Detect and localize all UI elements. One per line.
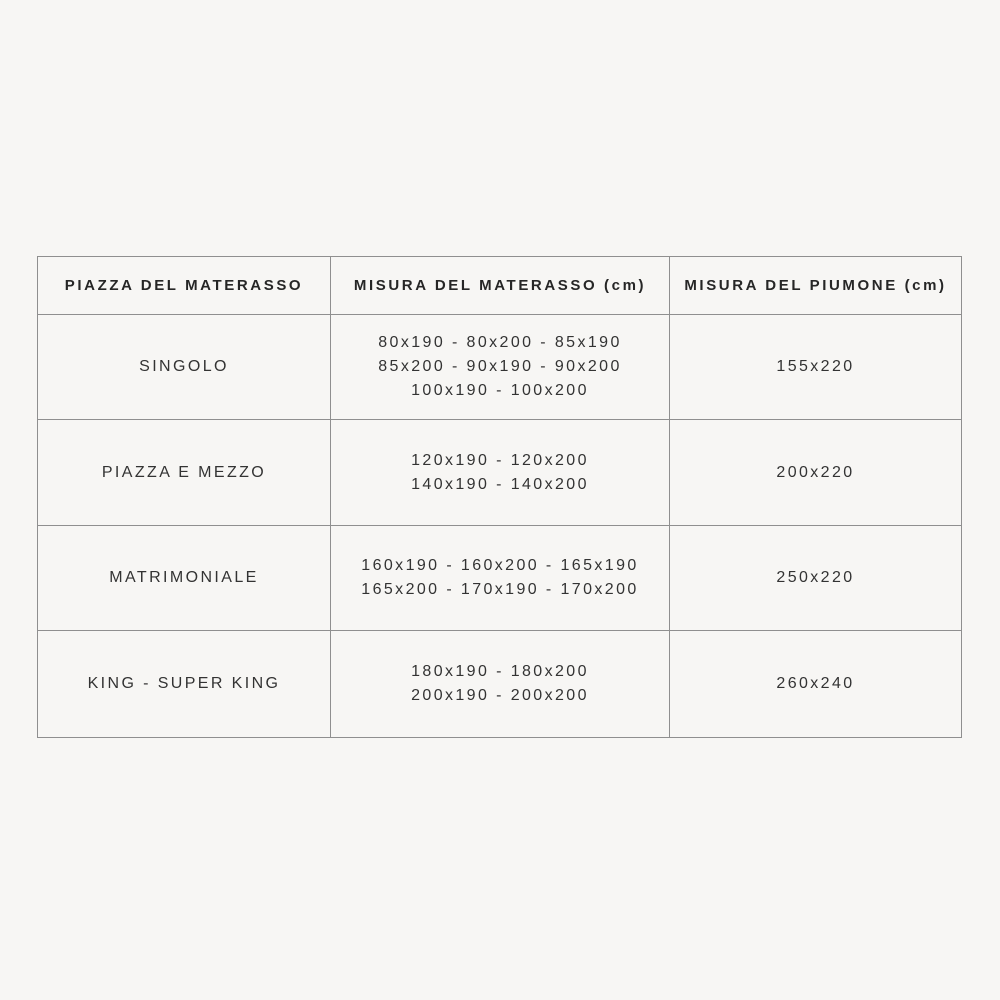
table-row [38,315,962,420]
row-name: KING - SUPER KING [38,631,331,738]
header-mattress-type: PIAZZA DEL MATERASSO [38,257,331,315]
size-table [37,256,962,738]
row-name: MATRIMONIALE [38,526,331,631]
header-duvet-size: MISURA DEL PIUMONE (cm) [670,257,962,315]
duvet-size: 200x220 [670,420,962,526]
row-name: SINGOLO [38,315,331,420]
mattress-sizes [331,526,670,631]
mattress-size-line: 200x190 - 200x200 [411,687,589,704]
mattress-size-line: 80x190 - 80x200 - 85x190 [378,334,622,351]
header-row [38,257,962,315]
mattress-size-line: 180x190 - 180x200 [411,663,589,680]
mattress-size-line: 165x200 - 170x190 - 170x200 [361,581,639,598]
mattress-sizes [331,315,670,420]
mattress-sizes [331,631,670,738]
table-row [38,420,962,526]
mattress-size-line: 140x190 - 140x200 [411,475,589,493]
table-row [38,631,962,738]
duvet-size: 155x220 [670,315,962,420]
mattress-size-line: 100x190 - 100x200 [411,382,589,399]
mattress-size-line: 160x190 - 160x200 - 165x190 [361,557,639,574]
header-mattress-size: MISURA DEL MATERASSO (cm) [331,257,670,315]
duvet-size: 250x220 [670,526,962,631]
mattress-size-line: 120x190 - 120x200 [411,451,589,469]
mattress-size-line: 85x200 - 90x190 - 90x200 [378,358,622,375]
row-name: PIAZZA E MEZZO [38,420,331,526]
mattress-sizes [331,420,670,526]
duvet-size: 260x240 [670,631,962,738]
table-row [38,526,962,631]
